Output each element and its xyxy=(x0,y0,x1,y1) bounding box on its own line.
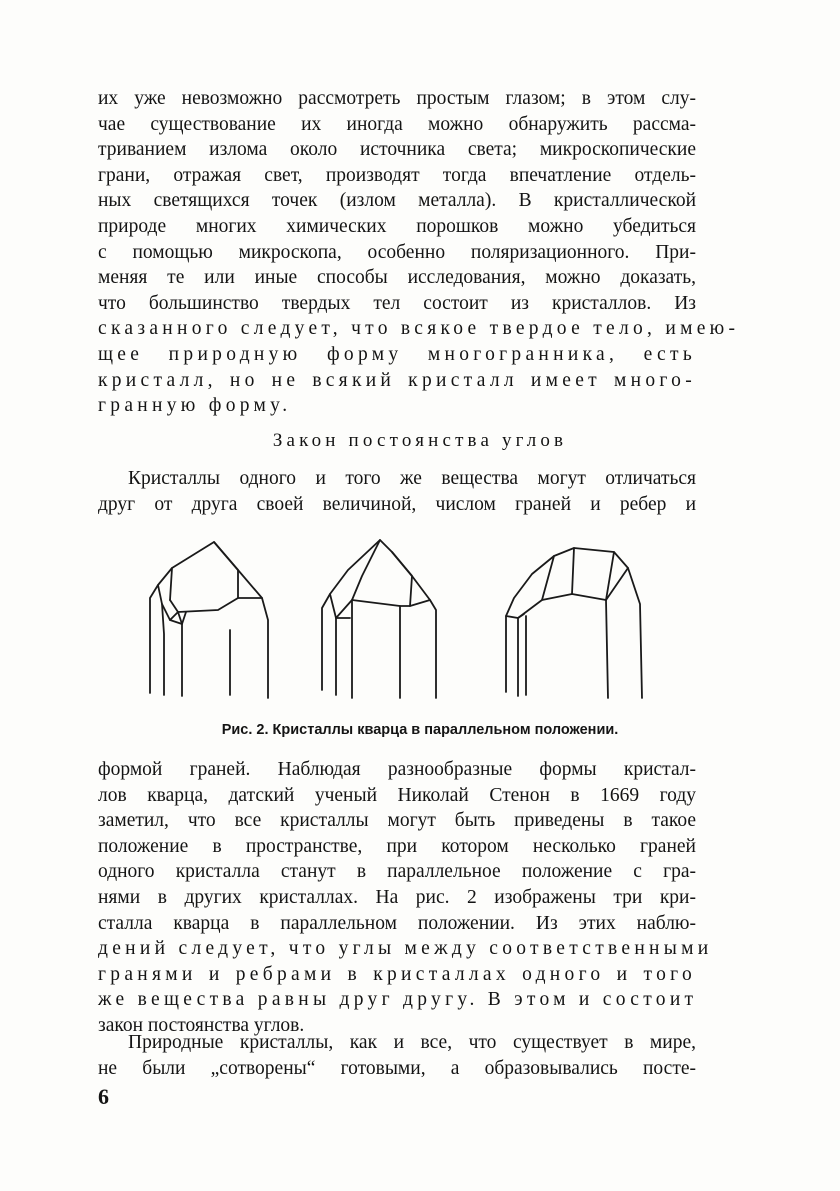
text-line: закон постоянства углов. xyxy=(98,1014,305,1036)
text-line: их уже невозможно рассмотреть простым глазом; в этом слу- xyxy=(98,88,696,109)
text-line: Кристаллы одного и того же вещества могут отличаться xyxy=(128,468,696,489)
paragraph-steno-law xyxy=(98,757,713,1039)
text-line-spaced: же вещества равны друг другу. В этом и состоит xyxy=(98,989,698,1011)
text-line: сталла кварца в параллельном положении. Из этих наблю- xyxy=(98,912,696,934)
text-line: формой граней. Наблюдая разнообразные формы кристал- xyxy=(98,759,696,780)
quartz-crystals-figure xyxy=(130,530,670,720)
text-line-spaced: гранную форму. xyxy=(98,395,292,417)
crystal-drawing-1 xyxy=(150,542,268,698)
quartz-crystals-drawing xyxy=(130,530,670,720)
text-line: нями в других кристаллах. На рис. 2 изображены три кри- xyxy=(98,886,696,908)
text-line: грани, отражая свет, производят тогда впечатление отдель- xyxy=(98,164,696,186)
text-line: друг от друга своей величиной, числом граней и ребер и xyxy=(98,493,696,515)
crystal-drawing-2 xyxy=(322,540,436,698)
text-line: положение в пространстве, при котором несколько граней xyxy=(98,835,696,857)
text-line: лов кварца, датский ученый Николай Стенон в 1669 году xyxy=(98,784,696,806)
text-line: меняя те или иные способы исследования, можно доказать, xyxy=(98,267,696,289)
paragraph-natural-crystals xyxy=(98,1030,696,1081)
text-line: природе многих химических порошков можно убедиться xyxy=(98,215,696,237)
text-line: что большинство твердых тел состоит из кристаллов. Из xyxy=(98,292,696,314)
text-line: триванием излома около источника света; микроскопические xyxy=(98,139,696,161)
text-line-spaced: гранями и ребрами в кристаллах одного и того xyxy=(98,963,696,985)
paragraph-intro xyxy=(98,466,696,517)
text-line: заметил, что все кристаллы могут быть приведены в такое xyxy=(98,810,696,832)
page-number: 6 xyxy=(98,1084,109,1109)
text-line: одного кристалла станут в параллельное положение с гра- xyxy=(98,861,696,883)
text-line: с помощью микроскопа, особенно поляризационного. При- xyxy=(98,241,696,263)
crystal-drawing-3 xyxy=(506,548,642,698)
text-line: ных светящихся точек (излом металла). В кристаллической xyxy=(98,190,696,212)
figure-caption: Рис. 2. Кристаллы кварца в параллельном положении. xyxy=(221,722,619,738)
text-line: не были „сотворены“ готовыми, а образовывались посте- xyxy=(98,1057,696,1079)
text-line-spaced: сказанного следует, что всякое твердое тело, имею- xyxy=(98,318,740,340)
text-line-spaced: кристалл, но не всякий кристалл имеет много- xyxy=(98,369,696,391)
section-heading: Закон постоянства углов xyxy=(272,430,568,451)
text-line-spaced: дений следует, что углы между соответственными xyxy=(98,938,713,960)
paragraph-crystal-detection xyxy=(98,86,740,419)
text-line-spaced: щее природную форму многогранника, есть xyxy=(98,343,696,365)
text-line: Природные кристаллы, как и все, что существует в мире, xyxy=(128,1032,696,1053)
text-line: чае существование их иногда можно обнаружить рассма- xyxy=(98,113,696,135)
